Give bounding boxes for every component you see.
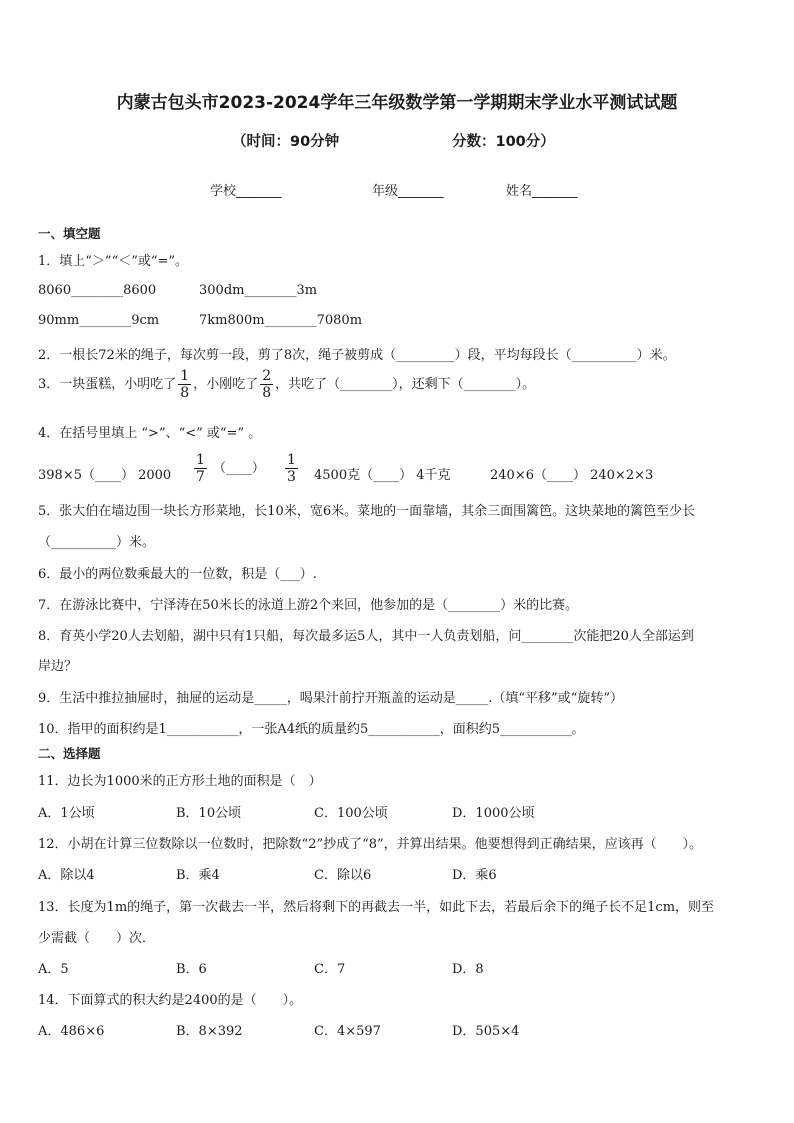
question-1c: 90mm________9cm — [38, 313, 160, 328]
section-choice-heading: 二、选择题 — [38, 746, 101, 761]
question-1a: 8060________8600 — [38, 283, 157, 298]
q11-option-b: B．10公顷 — [176, 806, 242, 821]
question-7: 7．在游泳比赛中，宁泽涛在50米长的泳道上游2个来回，他参加的是（________）米的比赛。 — [38, 598, 579, 613]
question-3-part2: ，小刚吃了 — [193, 377, 259, 392]
question-3-part1: 3．一块蛋糕，小明吃了 — [38, 377, 177, 392]
q11-option-a: A．1公顷 — [38, 806, 95, 821]
question-12: 12．小胡在计算三位数除以一位数时，把除数“2”抄成了“8”，并算出结果。他要想得到正确结果，应该再（ ）。 — [38, 837, 703, 852]
question-1d: 7km800m________7080m — [199, 313, 363, 328]
question-4a: 398×5（____） 2000 — [38, 468, 172, 483]
fraction-one-third: $\frac{1}{3}$ — [286, 452, 296, 485]
q13-option-b: B．6 — [176, 962, 207, 977]
question-6: 6．最小的两位数乘最大的一位数，积是（___）. — [38, 567, 317, 582]
question-3-part3: ，共吃了（________），还剩下（________）。 — [275, 377, 536, 392]
question-5-line2: （__________）米。 — [38, 535, 156, 550]
q14-option-d: D．505×4 — [452, 1024, 520, 1039]
school-field: 学校_______ — [210, 184, 282, 199]
grade-field: 年级_______ — [372, 184, 444, 199]
question-14: 14．下面算式的积大约是2400的是（ ）。 — [38, 993, 303, 1008]
fraction-one-seventh: $\frac{1}{7}$ — [196, 452, 205, 485]
exam-score: 分数：100分） — [452, 134, 555, 150]
q14-option-c: C．4×597 — [314, 1024, 381, 1039]
question-4: 4．在括号里填上 “>”、“<” 或“=” 。 — [38, 426, 262, 441]
q12-option-c: C．除以6 — [314, 868, 372, 883]
question-8-line1: 8．育英小学20人去划船，湖中只有1只船，每次最多运5人，其中一人负责划船，问________次能把20人全部运到 — [38, 629, 694, 644]
question-9: 9．生活中推拉抽屉时，抽屉的运动是_____，喝果汁前拧开瓶盖的运动是_____.（填“平移”或“旋转”） — [38, 691, 623, 706]
page-title: 内蒙古包头市2023-2024学年三年级数学第一学期期末学业水平测试试题 — [116, 93, 678, 113]
q13-option-a: A．5 — [38, 962, 69, 977]
q11-option-c: C．100公顷 — [314, 806, 388, 821]
q14-option-a: A．486×6 — [38, 1024, 105, 1039]
fraction-two-eighths: $\frac{2}{8}$ — [262, 368, 272, 401]
question-3 — [38, 368, 535, 401]
question-8-line2: 岸边？ — [38, 659, 78, 674]
q11-option-d: D．1000公顷 — [452, 806, 535, 821]
question-1b: 300dm________3m — [199, 283, 318, 298]
question-4b-blank: （____） — [212, 461, 265, 476]
question-1: 1．填上“＞”“＜”或“=”。 — [38, 254, 189, 269]
q12-option-d: D．乘6 — [452, 868, 497, 883]
section-fill-heading: 一、填空题 — [38, 226, 101, 241]
fraction-one-eighth: $\frac{1}{8}$ — [180, 368, 190, 401]
q12-option-a: A．除以4 — [38, 868, 95, 883]
name-field: 姓名_______ — [506, 184, 578, 199]
q13-option-c: C．7 — [314, 962, 346, 977]
q14-option-b: B．8×392 — [176, 1024, 243, 1039]
q12-option-b: B．乘4 — [176, 868, 220, 883]
q13-option-d: D．8 — [452, 962, 484, 977]
question-11: 11．边长为1000米的正方形土地的面积是（ ） — [38, 774, 322, 789]
question-4b — [192, 452, 300, 485]
question-13-line1: 13．长度为1m的绳子，第一次截去一半，然后将剩下的再截去一半，如此下去，若最后余下的绳子长不足1cm，则至 — [38, 900, 715, 915]
question-2: 2．一根长72米的绳子，每次剪一段，剪了8次，绳子被剪成（_________）段，平均每段长（__________）米。 — [38, 348, 676, 363]
question-5-line1: 5．张大伯在墙边围一块长方形菜地，长10米，宽6米。菜地的一面靠墙，其余三面围篱笆。这块菜地的篱笆至少长 — [38, 504, 696, 519]
question-4c: 4500克（____） 4千克 — [314, 468, 451, 483]
question-4d: 240×6（____） 240×2×3 — [490, 468, 654, 483]
question-10: 10．指甲的面积约是1___________，一张A4纸的质量约5___________，面积约5___________。 — [38, 722, 585, 737]
question-13-line2: 少需截（ ）次． — [38, 931, 156, 946]
exam-time: （时间：90分钟 — [232, 134, 340, 150]
